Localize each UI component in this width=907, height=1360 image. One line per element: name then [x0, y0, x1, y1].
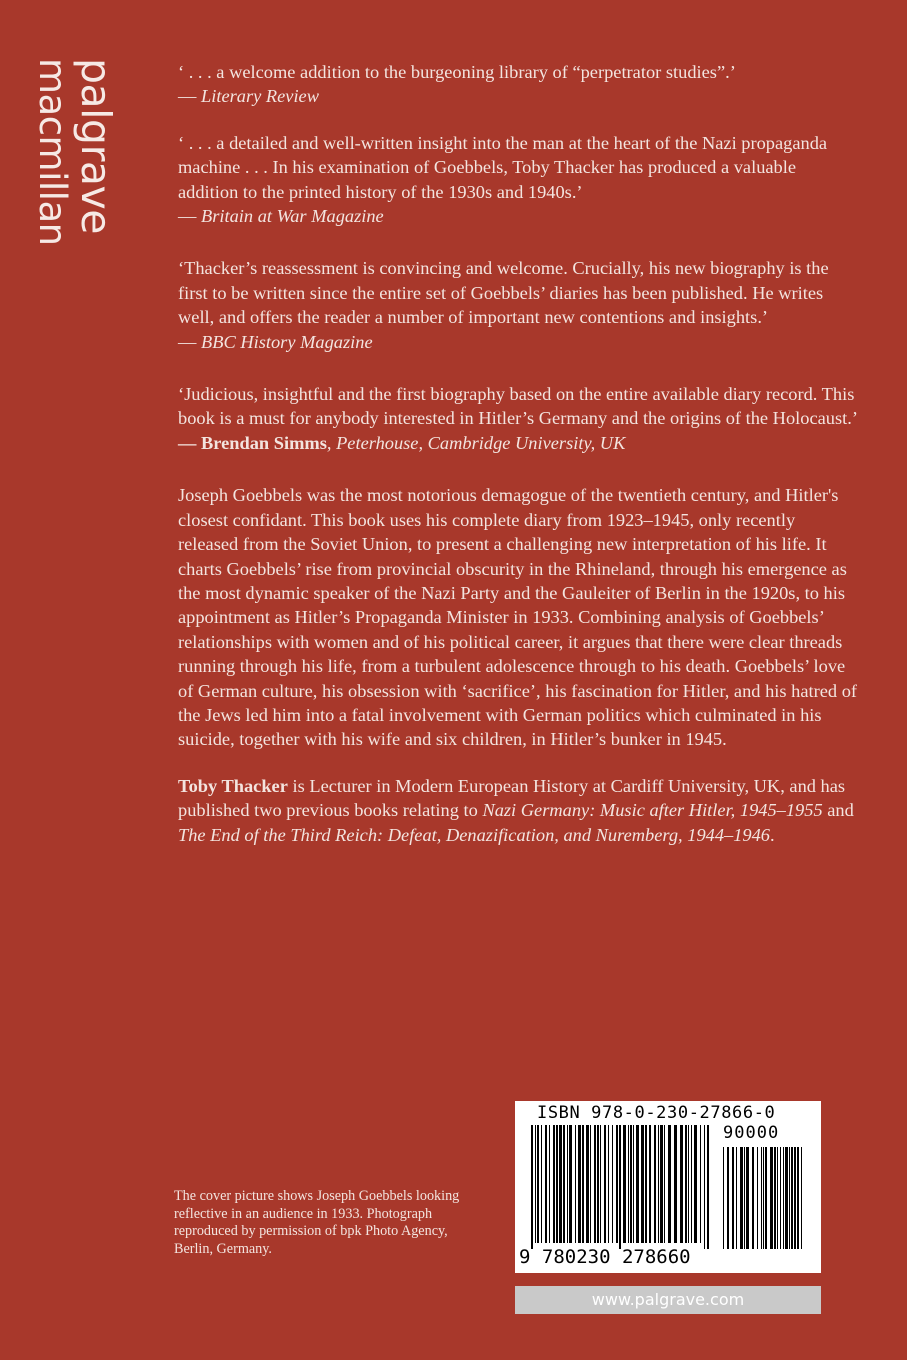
- barcode-addon-bar: [801, 1147, 802, 1249]
- publisher-url[interactable]: www.palgrave.com: [515, 1286, 821, 1314]
- reviewer-name: Brendan Simms: [201, 432, 327, 453]
- barcode-bar: [537, 1125, 539, 1243]
- barcode-bar: [660, 1125, 663, 1243]
- barcode-addon-bar: [789, 1147, 790, 1249]
- barcode-bar: [563, 1125, 565, 1243]
- barcode-bar: [664, 1125, 665, 1243]
- quote-source: — Britain at War Magazine: [178, 206, 384, 227]
- barcode-bar: [578, 1125, 581, 1243]
- barcode-bar: [630, 1125, 632, 1243]
- barcode-addon-bar: [777, 1147, 778, 1249]
- review-quote: [178, 382, 858, 455]
- quote-text: ‘ . . . a detailed and well-written insight into the man at the heart of the Nazi propaganda machine . . . In his examination of Goebbels, Toby Thacker has produced a valuable addition to the printed history of the 1930s and 1940s.’: [178, 132, 828, 202]
- barcode-addon-price: 90000: [723, 1123, 780, 1143]
- barcode-bar: [594, 1125, 596, 1243]
- barcode-addon-bar: [785, 1147, 788, 1249]
- barcode-addon-bar: [791, 1147, 793, 1249]
- barcode-bar: [668, 1125, 671, 1243]
- barcode-addon-bar: [780, 1147, 781, 1249]
- isbn-label: ISBN 978-0-230-27866-0: [537, 1103, 776, 1123]
- back-cover-text: [178, 60, 858, 847]
- barcode-bar: [628, 1125, 629, 1243]
- barcode-bar: [616, 1125, 618, 1243]
- barcode-addon-bar: [794, 1147, 796, 1249]
- isbn-barcode: [515, 1101, 821, 1273]
- book-title-1: Nazi Germany: Music after Hitler, 1945–1955: [482, 800, 823, 821]
- barcode-bar: [545, 1125, 547, 1243]
- barcode-addon-bar: [732, 1147, 734, 1249]
- barcode-bar: [569, 1125, 572, 1243]
- barcode-bar: [658, 1125, 659, 1243]
- barcode-bar: [619, 1125, 621, 1249]
- barcode-bar: [649, 1125, 651, 1243]
- barcode-bar: [688, 1125, 689, 1243]
- barcode-addon-bar: [746, 1147, 749, 1249]
- barcode-bar: [694, 1125, 697, 1243]
- barcode-bar: [636, 1125, 639, 1243]
- barcode-bar: [641, 1125, 644, 1243]
- barcode-bar: [567, 1125, 568, 1243]
- publisher-logo: [30, 58, 135, 248]
- book-description: Joseph Goebbels was the most notorious demagogue of the twentieth century, and Hitler's closest confidant. This book uses his complete diary from 1923–1945, only recently released from the Soviet Union, to present a challenging new interpretation of his life. It charts Goebbels’ rise from provincial obscurity in the Rhineland, through his emergence as the most dynamic speaker of the Nazi Party and the Gauleiter of Berlin in the 1920s, to his appointment as Hitler’s Propaganda Minister in 1933. Combining analysis of Goebbels’ relationships with women and of his political career, it argues that there were clear threads running through his life, from a turbulent adolescence through to his death. Goebbels’ love of German culture, his obsession with ‘sacrifice’, his fascination for Hitler, and his hatred of the Jews led him into a fatal involvement with German politics which culminated in his suicide, together with his wife and six children, in Hitler’s bunker in 1945.: [178, 485, 858, 750]
- barcode-bar: [612, 1125, 613, 1243]
- author-bio: Toby Thacker is Lecturer in Modern European History at Cardiff University, UK, and has published two previous books relating to Nazi Germany: Music after Hitler, 1945–1955 and The End of the Third Reich: Defeat, Denazification, and Nuremberg, 1944–1946.: [178, 775, 854, 845]
- barcode-bar: [586, 1125, 589, 1243]
- barcode-addon-bar: [765, 1147, 767, 1249]
- barcode-addon-bar: [723, 1147, 724, 1249]
- review-quote: [178, 60, 858, 109]
- logo-line-palgrave: palgrave: [72, 58, 120, 235]
- barcode-addon-bar: [761, 1147, 762, 1249]
- barcode-bar: [600, 1125, 601, 1243]
- barcode-bar: [559, 1125, 562, 1243]
- barcode-bar: [685, 1125, 687, 1243]
- cover-credit: The cover picture shows Joseph Goebbels looking reflective in an audience in 1933. Photograph reproduced by permission of bpk Photo Agency, Berlin, Germany.: [174, 1188, 460, 1257]
- barcode-addon-bar: [774, 1147, 776, 1249]
- barcode-bar: [608, 1125, 609, 1243]
- quote-source: — Brendan Simms, Peterhouse, Cambridge University, UK: [178, 432, 626, 453]
- barcode-bar: [680, 1125, 683, 1243]
- quote-source: — Literary Review: [178, 86, 319, 107]
- barcode-bar: [707, 1125, 709, 1249]
- barcode-bar: [604, 1125, 606, 1243]
- barcode-addon-bar: [783, 1147, 784, 1249]
- quote-text: ‘ . . . a welcome addition to the burgeoning library of “perpetrator studies”.’: [178, 62, 736, 82]
- barcode-bar: [691, 1125, 692, 1243]
- barcode-bar: [553, 1125, 555, 1243]
- barcode-addon-bar: [757, 1147, 758, 1249]
- barcode-bar: [531, 1125, 533, 1249]
- barcode-addon-bar: [763, 1147, 764, 1249]
- reviewer-affiliation: , Peterhouse, Cambridge University, UK: [326, 432, 626, 453]
- barcode-bar: [549, 1125, 550, 1243]
- barcode-addon-bar: [752, 1147, 754, 1249]
- barcode-bar: [633, 1125, 634, 1243]
- barcode-bar: [582, 1125, 584, 1243]
- barcode-bar: [535, 1125, 536, 1243]
- barcode-bar: [654, 1125, 656, 1243]
- barcode-bar: [700, 1125, 701, 1243]
- review-quote: [178, 256, 858, 354]
- barcode-bar: [623, 1125, 626, 1243]
- barcode-bar: [674, 1125, 677, 1243]
- review-quote: [178, 131, 858, 229]
- quote-text: ‘Thacker’s reassessment is convincing and welcome. Crucially, his new biography is the first to be written since the entire set of Goebbels’ diaries has been published. He writes well, and offers the reader a number of important new contentions and insights.’: [178, 258, 829, 328]
- publisher-logo-text: [30, 58, 118, 246]
- barcode-ean-number: 9 780230 278660: [519, 1246, 691, 1268]
- barcode-addon-bar: [740, 1147, 743, 1249]
- barcode-bar: [541, 1125, 542, 1243]
- barcode-bar: [590, 1125, 591, 1243]
- barcode-bar: [575, 1125, 576, 1243]
- quote-text: ‘Judicious, insightful and the first biography based on the entire available diary record. This book is a must for anybody interested in Hitler’s Germany and the origins of the Holocaust.’: [178, 384, 858, 429]
- author-name: Toby Thacker: [178, 775, 288, 796]
- logo-line-macmillan: macmillan: [31, 58, 74, 246]
- barcode-bar: [645, 1125, 647, 1243]
- barcode-addon-bar: [797, 1147, 799, 1249]
- barcode-addon-bar: [727, 1147, 729, 1249]
- quote-source: — BBC History Magazine: [178, 331, 373, 352]
- barcode-addon-bar: [736, 1147, 737, 1249]
- barcode-bar: [597, 1125, 599, 1243]
- barcode-bar: [704, 1125, 705, 1249]
- barcode-addon-bar: [770, 1147, 773, 1249]
- book-title-2: The End of the Third Reich: Defeat, Denazification, and Nuremberg, 1944–1946: [178, 824, 771, 845]
- barcode-addon-bar: [744, 1147, 745, 1249]
- barcode-bar: [556, 1125, 558, 1243]
